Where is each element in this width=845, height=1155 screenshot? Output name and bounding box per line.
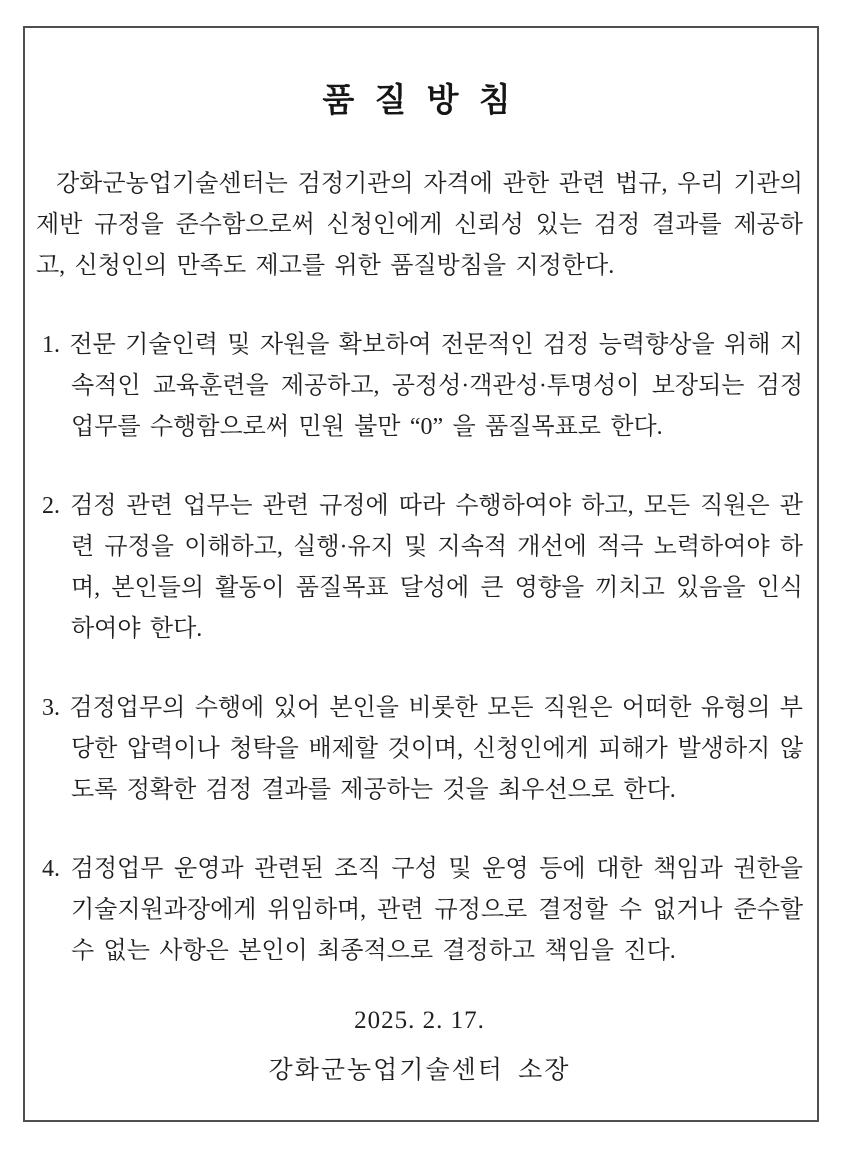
policy-item-1 <box>42 325 803 448</box>
signature-line: 강화군농업기술센터 소장 <box>268 1057 571 1084</box>
policy-item-3 <box>42 688 803 811</box>
intro-paragraph: 강화군농업기술센터는 검정기관의 자격에 관한 관련 법규, 우리 기관의 제반 규정을 준수함으로써 신청인에게 신뢰성 있는 검정 결과를 제공하고, 신청인의 만족도 제고를 위한 품질방침을 지정한다. <box>36 171 803 279</box>
item-text: 검정업무의 수행에 있어 본인을 비롯한 모든 직원은 어떠한 유형의 부당한 압력이나 청탁을 배제할 것이며, 신청인에게 피해가 발생하지 않도록 정확한 검정 결과를 제공하는 것을 최우선으로 한다. <box>69 695 803 803</box>
policy-item-2 <box>42 486 803 650</box>
item-text: 검정 관련 업무는 관련 규정에 따라 수행하여야 하고, 모든 직원은 관련 규정을 이해하고, 실행·유지 및 지속적 개선에 적극 노력하여야 하며, 본인들의 활동이 품질목표 달성에 큰 영향을 끼치고 있음을 인식하여야 한다. <box>70 493 803 642</box>
item-number: 2. <box>42 493 60 519</box>
item-text: 전문 기술인력 및 자원을 확보하여 전문적인 검정 능력향상을 위해 지속적인 교육훈련을 제공하고, 공정성·객관성·투명성이 보장되는 검정 업무를 수행함으로써 민원 불만 “0” 을 품질목표로 한다. <box>69 332 803 440</box>
item-number: 3. <box>42 695 60 721</box>
document-date: 2025. 2. 17. <box>354 1007 485 1034</box>
document-border-frame <box>23 26 819 1122</box>
item-number: 1. <box>42 332 60 358</box>
document-title: 품 질 방 침 <box>322 83 517 119</box>
item-number: 4. <box>42 856 60 882</box>
policy-item-4 <box>42 849 803 972</box>
item-text: 검정업무 운영과 관련된 조직 구성 및 운영 등에 대한 책임과 권한을 기술지원과장에게 위임하며, 관련 규정으로 결정할 수 없거나 준수할 수 없는 사항은 본인이 최종적으로 결정하고 책임을 진다. <box>70 856 803 964</box>
